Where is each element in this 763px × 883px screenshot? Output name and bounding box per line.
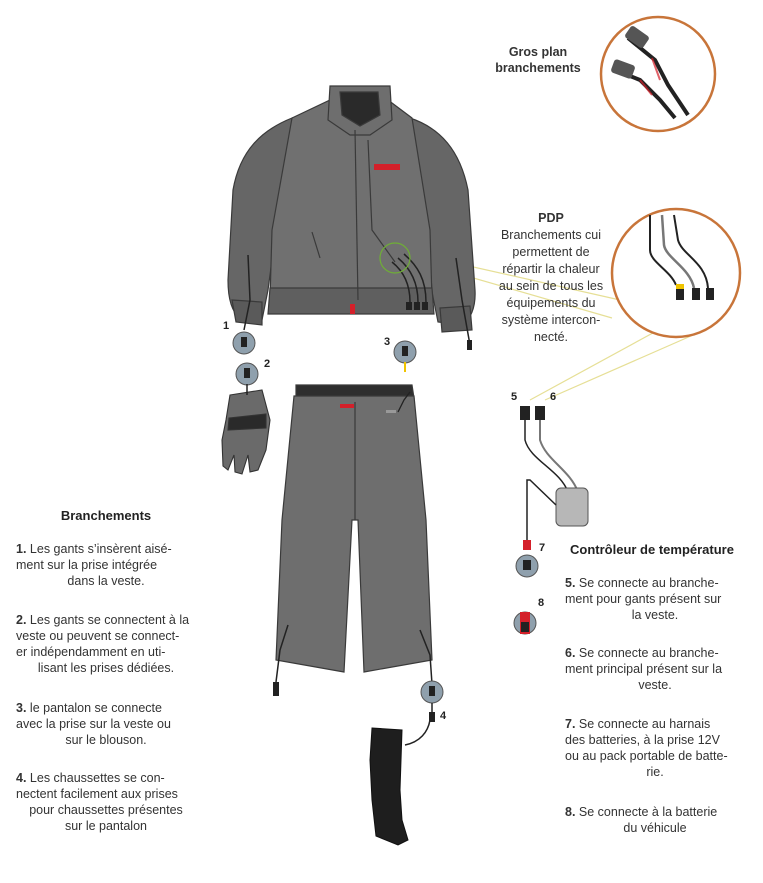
right-item-5-num: 5. xyxy=(565,576,576,590)
closeup-title-line1: Gros plan xyxy=(508,45,568,59)
left-item-2-line: lisant les prises dédiées. xyxy=(37,661,175,675)
right-item-6-line: ment principal présent sur la xyxy=(565,662,723,676)
left-item-2-line: veste ou peuvent se connect- xyxy=(16,629,180,643)
glove-illustration xyxy=(222,384,270,474)
left-item-3 xyxy=(16,700,196,748)
pdp-line: répartir la chaleur xyxy=(502,262,600,276)
right-item-7 xyxy=(565,716,745,780)
right-item-5-line: ment pour gants présent sur xyxy=(565,592,722,606)
closeup-inset xyxy=(601,17,715,131)
pdp-line: permettent de xyxy=(512,245,590,259)
left-item-3-line xyxy=(16,700,196,716)
pdp-caption xyxy=(488,210,614,346)
pdp-line: necté. xyxy=(533,330,569,344)
right-item-5-line: la veste. xyxy=(631,608,679,622)
left-item-2-line: er indépendamment en uti- xyxy=(16,645,166,659)
marker-2: 2 xyxy=(264,358,271,370)
right-item-6-num: 6. xyxy=(565,646,576,660)
right-item-8-text: Se connecte à la batterie xyxy=(578,805,718,819)
left-item-3-line: avec la prise sur la veste ou xyxy=(16,717,171,731)
left-item-1-line xyxy=(16,541,196,557)
left-item-1-num: 1. xyxy=(16,542,27,556)
right-item-6-line: veste. xyxy=(638,678,672,692)
left-item-2-line xyxy=(16,612,196,628)
left-item-4-num: 4. xyxy=(16,771,27,785)
left-item-3-num: 3. xyxy=(16,701,27,715)
pants-illustration xyxy=(276,385,432,684)
pdp-inset xyxy=(612,209,740,337)
left-item-1-line: ment sur la prise intégrée xyxy=(16,558,158,572)
left-item-4-line: sur le pantalon xyxy=(64,819,147,833)
right-item-8-num: 8. xyxy=(565,805,576,819)
connector-1 xyxy=(233,332,255,354)
right-item-5-line xyxy=(565,575,745,591)
closeup-title-line2: branchements xyxy=(495,61,581,75)
left-item-4 xyxy=(16,770,196,834)
closeup-title xyxy=(488,44,588,76)
left-item-1-text: Les gants s’insèrent aisé- xyxy=(29,542,172,556)
pdp-line: Branchements cui xyxy=(500,228,602,242)
marker-4: 4 xyxy=(440,710,447,722)
right-item-7-num: 7. xyxy=(565,717,576,731)
left-item-2-text: Les gants se connectent à la xyxy=(29,613,190,627)
right-item-6-line xyxy=(565,645,745,661)
pdp-title: PDP xyxy=(538,211,564,225)
left-item-1-line: dans la veste. xyxy=(67,574,145,588)
right-item-8-line: du véhicule xyxy=(623,821,687,835)
left-item-4-text: Les chaussettes se con- xyxy=(29,771,165,785)
marker-1: 1 xyxy=(223,320,230,332)
pdp-line: au sein de tous les xyxy=(498,279,604,293)
left-panel-title: Branchements xyxy=(60,508,152,523)
pdp-line: système intercon- xyxy=(501,313,601,327)
left-item-1 xyxy=(16,541,196,589)
marker-8: 8 xyxy=(538,597,545,609)
left-item-4-line: pour chaussettes présentes xyxy=(29,803,183,817)
right-item-7-text: Se connecte au harnais xyxy=(578,717,711,731)
marker-7: 7 xyxy=(539,542,546,554)
right-item-7-line: des batteries, à la prise 12V xyxy=(565,733,720,747)
left-item-3-line: sur le blouson. xyxy=(65,733,147,747)
left-item-2 xyxy=(16,612,196,676)
right-item-6-text: Se connecte au branche- xyxy=(578,646,719,660)
jacket-illustration xyxy=(228,86,475,332)
right-item-7-line xyxy=(565,716,745,732)
right-item-7-line: rie. xyxy=(646,765,664,779)
marker-3: 3 xyxy=(384,336,391,348)
right-item-8 xyxy=(565,804,745,836)
marker-5: 5 xyxy=(511,391,518,403)
connector-2 xyxy=(236,363,258,385)
left-item-4-line xyxy=(16,770,196,786)
right-item-5-text: Se connecte au branche- xyxy=(578,576,719,590)
right-item-6 xyxy=(565,645,745,693)
sock-illustration xyxy=(370,720,430,845)
right-item-5 xyxy=(565,575,745,623)
marker-6: 6 xyxy=(550,391,557,403)
right-item-8-line xyxy=(565,804,745,820)
left-item-4-line: nectent facilement aux prises xyxy=(16,787,178,801)
left-item-2-num: 2. xyxy=(16,613,27,627)
right-panel-title: Contrôleur de température xyxy=(570,542,734,557)
left-item-3-text: le pantalon se connecte xyxy=(29,701,162,715)
right-item-7-line: ou au pack portable de batte- xyxy=(565,749,728,763)
connector-3 xyxy=(394,341,416,372)
pdp-line: équipements du xyxy=(506,296,596,310)
